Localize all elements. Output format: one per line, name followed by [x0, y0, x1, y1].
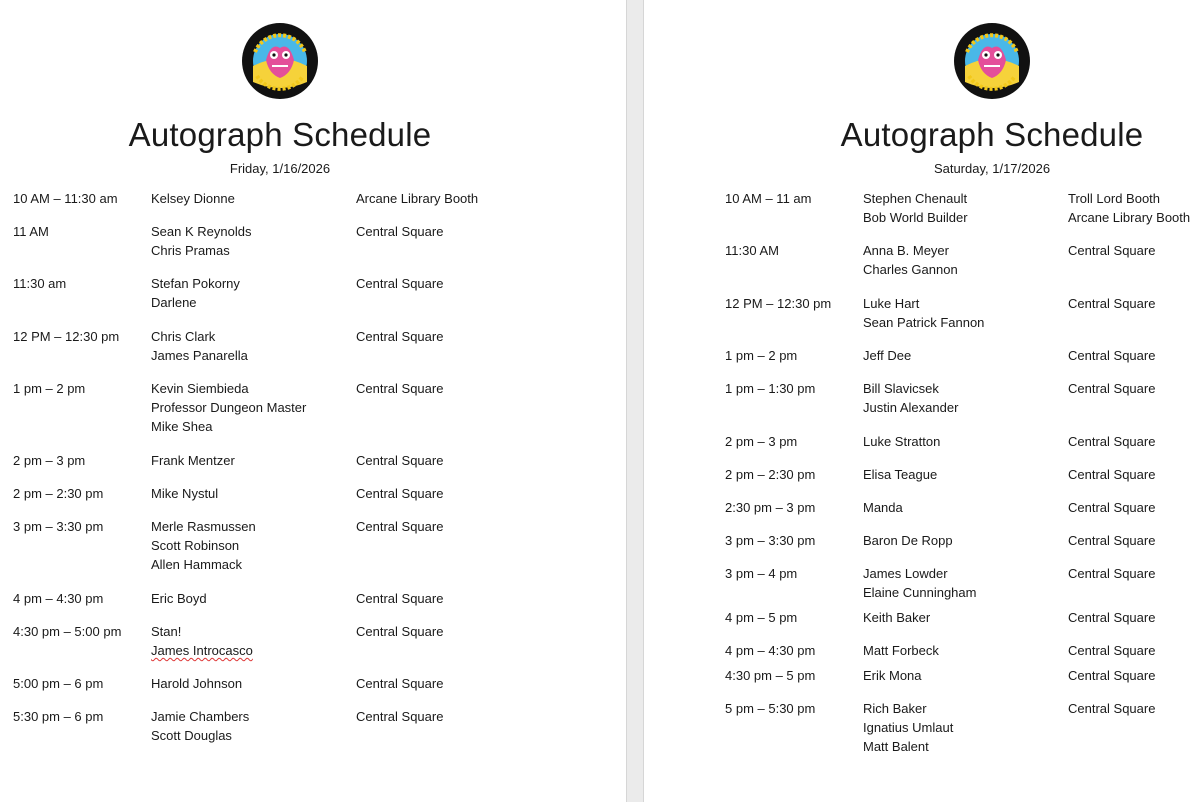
- time-slot: 11 AM: [13, 224, 49, 239]
- guest-name: Scott Douglas: [151, 728, 232, 743]
- guest-names: [151, 274, 240, 312]
- guest-name: Sean K Reynolds: [151, 224, 252, 239]
- time-slot: 2:30 pm – 3 pm: [725, 500, 816, 515]
- guest-name: Ignatius Umlaut: [863, 720, 954, 735]
- guest-name: Kelsey Dionne: [151, 191, 235, 206]
- location: Central Square: [356, 486, 444, 501]
- time-slot: 5:00 pm – 6 pm: [13, 676, 104, 691]
- guest-name: James Panarella: [151, 348, 248, 363]
- guest-name: Matt Forbeck: [863, 643, 939, 658]
- guest-name: Bill Slavicsek: [863, 381, 939, 396]
- location: Central Square: [356, 329, 444, 344]
- location: Central Square: [1068, 500, 1156, 515]
- guest-names: [151, 451, 235, 470]
- guest-names: [151, 707, 249, 745]
- guest-name: Rich Baker: [863, 701, 927, 716]
- time-slot: 2 pm – 3 pm: [13, 453, 86, 468]
- guest-names: [151, 327, 248, 365]
- location: Central Square: [1068, 701, 1156, 716]
- guest-names: [863, 346, 911, 365]
- guest-names: [151, 674, 242, 693]
- time-slot: 2 pm – 2:30 pm: [13, 486, 104, 501]
- schedule-date: Saturday, 1/17/2026: [933, 161, 1051, 176]
- guest-names: [863, 379, 958, 417]
- guest-name: Jamie Chambers: [151, 709, 250, 724]
- time-slot: 2 pm – 2:30 pm: [725, 467, 816, 482]
- location: Central Square: [356, 519, 444, 534]
- guest-name: Keith Baker: [863, 610, 931, 625]
- guest-name: Frank Mentzer: [151, 453, 235, 468]
- guest-name: Chris Pramas: [151, 243, 230, 258]
- time-slot: 10 AM – 11:30 am: [13, 191, 118, 206]
- guest-name: Elaine Cunningham: [863, 585, 977, 600]
- guest-names: [151, 484, 218, 503]
- guest-name: Charles Gannon: [863, 262, 958, 277]
- location: Central Square: [356, 624, 444, 639]
- guest-names: [863, 666, 922, 685]
- guest-names: [863, 294, 984, 332]
- time-slot: 1 pm – 2 pm: [725, 348, 798, 363]
- location: Central Square: [356, 381, 444, 396]
- location: Arcane Library Booth: [356, 191, 479, 206]
- guest-name: Stephen Chenault: [863, 191, 968, 206]
- time-slot: 10 AM – 11 am: [725, 191, 812, 206]
- guest-name: Bob World Builder: [863, 210, 968, 225]
- guest-names: [151, 589, 207, 608]
- guest-name: Stan!: [151, 624, 182, 639]
- guest-name: Allen Hammack: [151, 557, 243, 572]
- guest-name: Matt Balent: [863, 739, 929, 754]
- location: Central Square: [1068, 381, 1156, 396]
- guest-names: [151, 222, 251, 260]
- guest-names: [863, 699, 953, 756]
- location: Central Square: [356, 224, 444, 239]
- guest-names: [863, 465, 937, 484]
- guest-name: Kevin Siembieda: [151, 381, 249, 396]
- guest-names: [151, 622, 253, 660]
- time-slot: 3 pm – 3:30 pm: [725, 533, 816, 548]
- time-slot: 2 pm – 3 pm: [725, 434, 798, 449]
- page-title: Autograph Schedule: [128, 116, 432, 153]
- time-slot: 3 pm – 4 pm: [725, 566, 798, 581]
- location: Central Square: [356, 709, 444, 724]
- location: Central Square: [356, 276, 444, 291]
- guest-names: [863, 564, 976, 602]
- guest-name: Erik Mona: [863, 668, 922, 683]
- schedule-date: Friday, 1/16/2026: [229, 161, 331, 176]
- guest-names: [863, 608, 930, 627]
- guest-names: [151, 517, 256, 574]
- guest-names: [863, 498, 903, 517]
- guest-name: Sean Patrick Fannon: [863, 315, 985, 330]
- time-slot: 4 pm – 4:30 pm: [13, 591, 104, 606]
- guest-name: Mike Shea: [151, 419, 213, 434]
- time-slot: 4:30 pm – 5:00 pm: [13, 624, 122, 639]
- guest-name: Elisa Teague: [863, 467, 938, 482]
- time-slot: 1 pm – 2 pm: [13, 381, 86, 396]
- location: Central Square: [1068, 610, 1156, 625]
- location: Central Square: [1068, 668, 1156, 683]
- time-slot: 12 PM – 12:30 pm: [725, 296, 832, 311]
- time-slot: 5 pm – 5:30 pm: [725, 701, 816, 716]
- location: Central Square: [356, 453, 444, 468]
- location: Central Square: [1068, 434, 1156, 449]
- guest-name: Chris Clark: [151, 329, 216, 344]
- guest-name: Luke Stratton: [863, 434, 941, 449]
- guest-names: [151, 189, 235, 208]
- guest-names: [863, 241, 958, 279]
- time-slot: 5:30 pm – 6 pm: [13, 709, 104, 724]
- location: Central Square: [1068, 243, 1156, 258]
- schedule-page-saturday: [643, 0, 1200, 802]
- guest-name: James Lowder: [863, 566, 948, 581]
- expo-logo-icon: [241, 22, 319, 100]
- guest-name: Jeff Dee: [863, 348, 912, 363]
- guest-names: [863, 531, 953, 550]
- guest-name: Manda: [863, 500, 903, 515]
- locations: [1068, 189, 1190, 227]
- time-slot: 12 PM – 12:30 pm: [13, 329, 120, 344]
- guest-names: [151, 379, 306, 436]
- guest-name: Darlene: [151, 295, 197, 310]
- guest-name-spellcheck-flagged: James Introcasco: [151, 643, 253, 658]
- guest-name: Justin Alexander: [863, 400, 959, 415]
- guest-name: Luke Hart: [863, 296, 920, 311]
- guest-name: Stefan Pokorny: [151, 276, 240, 291]
- guest-name: Professor Dungeon Master: [151, 400, 307, 415]
- location: Troll Lord Booth: [1068, 191, 1161, 206]
- location: Central Square: [356, 676, 444, 691]
- guest-name: Anna B. Meyer: [863, 243, 949, 258]
- time-slot: 3 pm – 3:30 pm: [13, 519, 104, 534]
- guest-names: [863, 189, 968, 227]
- location: Central Square: [1068, 533, 1156, 548]
- guest-name: Merle Rasmussen: [151, 519, 256, 534]
- guest-name: Eric Boyd: [151, 591, 207, 606]
- time-slot: 4:30 pm – 5 pm: [725, 668, 816, 683]
- guest-names: [863, 432, 940, 451]
- location: Central Square: [1068, 643, 1156, 658]
- location: Central Square: [1068, 296, 1156, 311]
- time-slot: 11:30 am: [13, 276, 67, 291]
- guest-name: Harold Johnson: [151, 676, 243, 691]
- time-slot: 4 pm – 5 pm: [725, 610, 798, 625]
- time-slot: 1 pm – 1:30 pm: [725, 381, 816, 396]
- guest-name: Baron De Ropp: [863, 533, 953, 548]
- location: Arcane Library Booth: [1068, 210, 1191, 225]
- location: Central Square: [1068, 566, 1156, 581]
- time-slot: 4 pm – 4:30 pm: [725, 643, 816, 658]
- guest-names: [863, 641, 939, 660]
- time-slot: 11:30 AM: [725, 243, 779, 258]
- location: Central Square: [356, 591, 444, 606]
- guest-name: Scott Robinson: [151, 538, 240, 553]
- page-title: Autograph Schedule: [840, 116, 1144, 153]
- location: Central Square: [1068, 348, 1156, 363]
- expo-logo-icon: [953, 22, 1031, 100]
- location: Central Square: [1068, 467, 1156, 482]
- guest-name: Mike Nystul: [151, 486, 219, 501]
